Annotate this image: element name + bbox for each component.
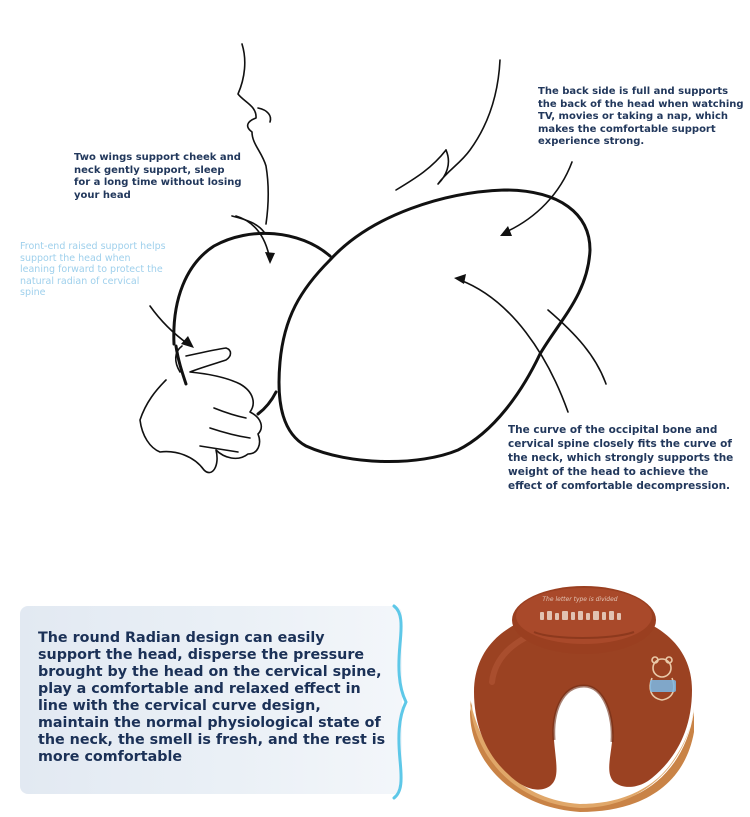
pillow-embroidered-script: The letter type is divided	[542, 596, 618, 603]
arrowhead-front-end	[181, 336, 194, 348]
hand-outline	[140, 348, 261, 473]
description-text: The round Radian design can easily support the head, disperse the pressure brought by the head on the cervical spine, play a comfortable and relaxed effect in line with the cervical curve design, maintain the normal physiological state of the neck, the smell is fresh, and the rest is more comfortable	[38, 630, 386, 765]
arrow-front-end	[150, 306, 188, 344]
arrow-back-side	[506, 162, 572, 232]
pillow-main-outline	[279, 190, 590, 462]
chin-line	[232, 216, 264, 232]
arrow-occipital	[460, 280, 568, 412]
ear-detail	[258, 108, 271, 122]
arrowhead-two-wings	[265, 252, 275, 264]
neck-pillow-product-image	[462, 582, 732, 812]
shoulder-curve	[548, 310, 606, 384]
hand-fingers	[200, 408, 250, 452]
callout-two-wings: Two wings support cheek and neck gently support, sleep for a long time without losing your head	[74, 152, 242, 201]
arrowhead-occipital	[454, 274, 466, 284]
callout-back-side: The back side is full and supports the back of the head when watching TV, movies or taking a nap, which makes the comfortable support experience strong.	[538, 86, 744, 147]
callout-occipital-curve: The curve of the occipital bone and cervical spine closely fits the curve of the neck, which strongly supports the weight of the head to achieve the effect of comfortable decompression.	[508, 424, 734, 492]
arrowhead-back-side	[500, 226, 512, 236]
right-brace-icon	[390, 604, 412, 800]
pillow-wing-tail	[258, 392, 276, 414]
callout-front-end: Front-end raised support helps support the head when leaning forward to protect the natural radian of cervical spine	[20, 241, 166, 298]
neck-back-line	[438, 60, 500, 184]
